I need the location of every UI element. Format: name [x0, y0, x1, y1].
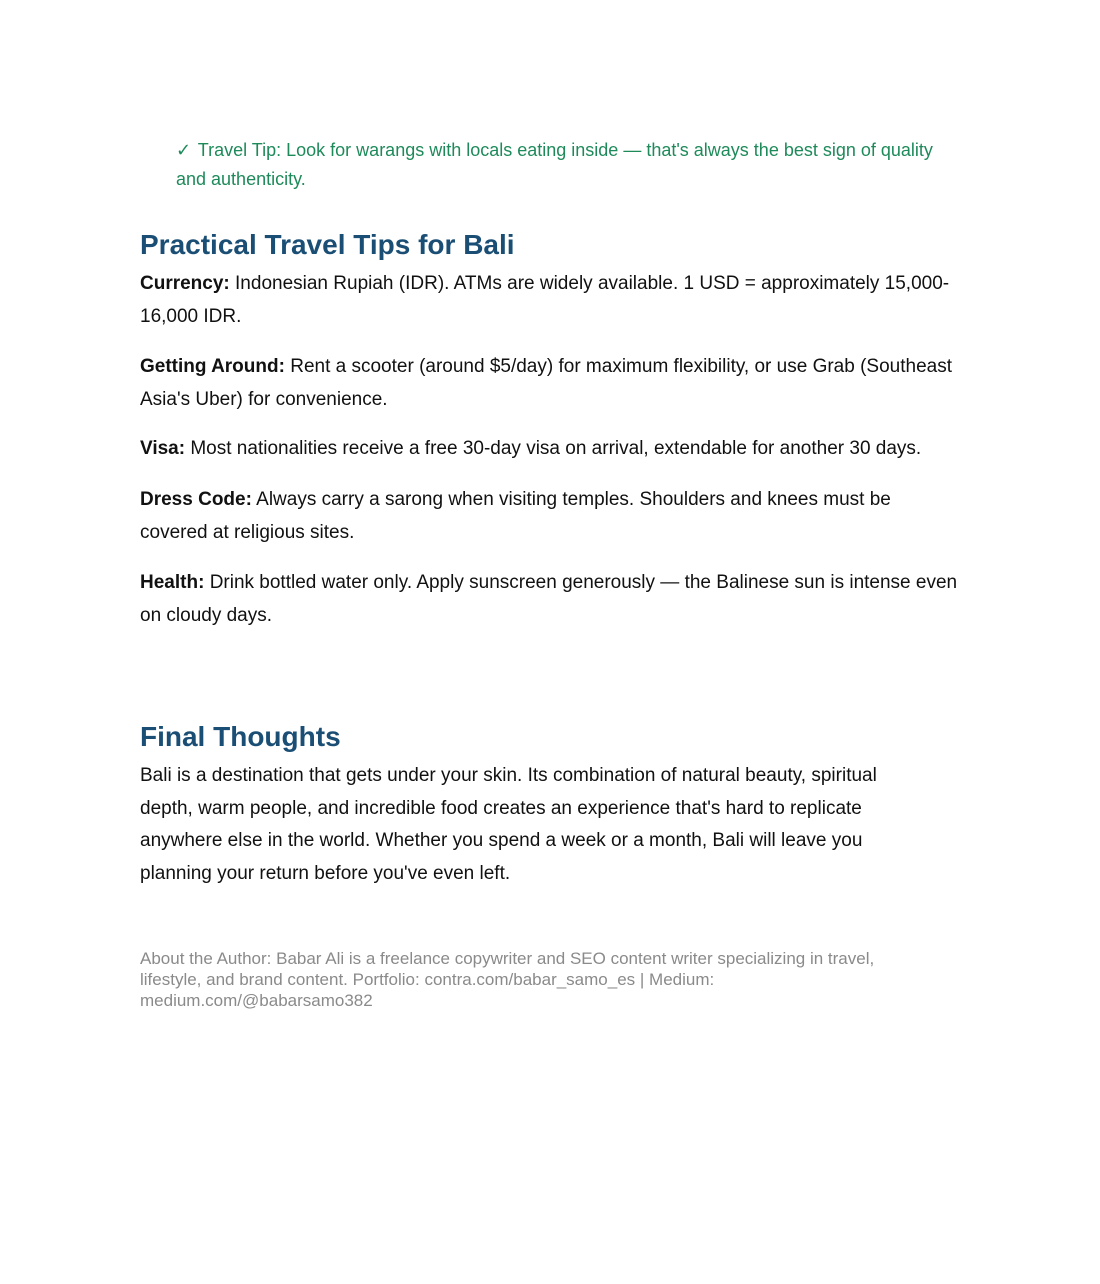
tip-getting-around-label: Getting Around:	[140, 356, 285, 377]
tip-getting-around	[140, 351, 960, 416]
tip-dress-code-label: Dress Code:	[140, 489, 252, 510]
tip-currency-label: Currency:	[140, 273, 230, 294]
tip-health	[140, 567, 960, 632]
tip-currency	[140, 268, 960, 333]
tip-visa-label: Visa:	[140, 438, 186, 459]
final-thoughts-heading: Final Thoughts	[140, 721, 341, 752]
travel-tip-text: Travel Tip: Look for warangs with locals eating inside — that's always the best sign of quality and authenticity.	[176, 140, 933, 189]
tip-dress-code-text: Always carry a sarong when visiting temples. Shoulders and knees must be covered at religious sites.	[140, 489, 891, 543]
tip-visa	[140, 433, 970, 466]
practical-tips-heading: Practical Travel Tips for Bali	[140, 229, 515, 260]
tip-dress-code	[140, 484, 960, 549]
final-thoughts-text: Bali is a destination that gets under your skin. Its combination of natural beauty, spiritual depth, warm people, and incredible food creates an experience that's hard to replicate anywhere else in the world. Whether you spend a week or a month, Bali will leave you planning your return before you've even left.	[140, 765, 877, 884]
tip-visa-text: Most nationalities receive a free 30-day visa on arrival, extendable for another 30 days.	[190, 438, 922, 459]
tip-health-text: Drink bottled water only. Apply sunscreen generously — the Balinese sun is intense even on cloudy days.	[140, 572, 958, 626]
author-bio: About the Author: Babar Ali is a freelance copywriter and SEO content writer specializing in travel, lifestyle, and brand content. Portfolio: contra.com/babar_samo_es | Medium: medium.com/@babarsamo382	[140, 949, 875, 1010]
travel-tip	[176, 136, 956, 194]
tip-health-label: Health:	[140, 572, 205, 593]
tip-getting-around-text: Rent a scooter (around $5/day) for maximum flexibility, or use Grab (Southeast Asia's Uber) for convenience.	[140, 356, 952, 410]
checkmark-icon: ✓	[176, 140, 192, 160]
tip-currency-text: Indonesian Rupiah (IDR). ATMs are widely available. 1 USD = approximately 15,000-16,000 IDR.	[140, 273, 950, 327]
